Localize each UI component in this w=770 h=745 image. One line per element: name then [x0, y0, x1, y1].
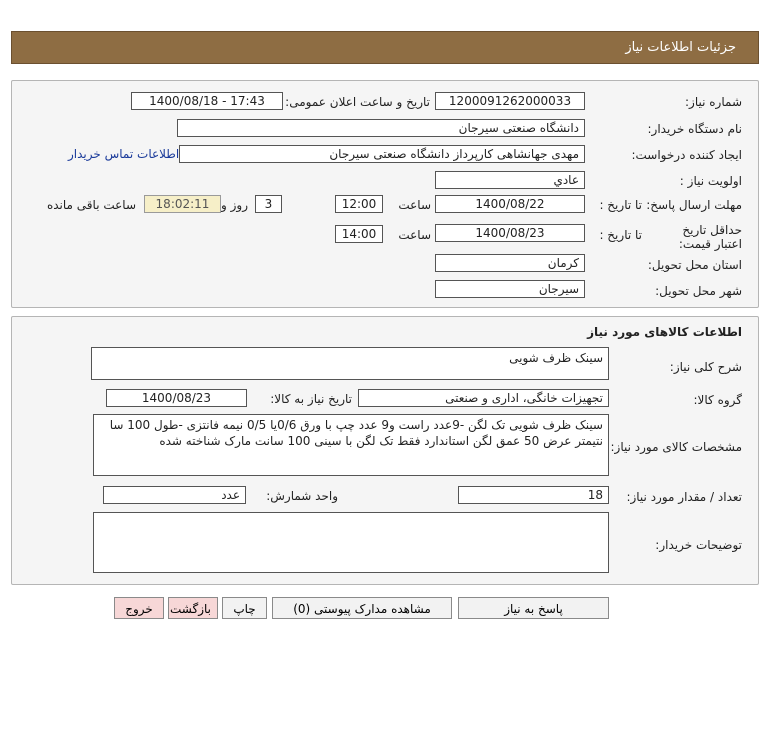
province-label: استان محل تحویل:: [647, 258, 742, 272]
send-time-field: 12:00: [335, 195, 383, 213]
priority-label: اولویت نیاز :: [679, 174, 742, 188]
price-time-field: 14:00: [335, 225, 383, 243]
announce-field: 1400/08/18 - 17:43: [131, 92, 283, 110]
buyer-notes-label: توضیحات خریدار:: [655, 538, 742, 552]
need-date-field: 1400/08/23: [106, 389, 247, 407]
requester-field: مهدی جهانشاهی کارپرداز دانشگاه صنعتی سیرجان: [179, 145, 585, 163]
city-field: سیرجان: [435, 280, 585, 298]
price-date-field: 1400/08/23: [435, 224, 585, 242]
need-number-label: شماره نیاز:: [685, 95, 742, 109]
general-desc-label: شرح کلی نیاز:: [669, 360, 742, 374]
quantity-field: 18: [458, 486, 609, 504]
need-info-panel: [11, 80, 759, 308]
unit-label: واحد شمارش:: [266, 489, 338, 503]
specs-label: مشخصات کالای مورد نیاز:: [610, 440, 742, 454]
requester-label: ایجاد کننده درخواست:: [631, 148, 742, 162]
priority-field: عادي: [435, 171, 585, 189]
page-header: [11, 31, 759, 64]
remaining-time-field: 18:02:11: [144, 195, 221, 213]
goods-section-title: اطلاعات کالاهای مورد نیاز: [587, 325, 742, 339]
unit-field: عدد: [103, 486, 246, 504]
general-desc-field: سینک ظرف شویی: [91, 347, 609, 380]
page-title: جزئیات اطلاعات نیاز: [625, 40, 736, 55]
print-button[interactable]: چاپ: [222, 597, 267, 619]
need-number-field: 1200091262000033: [435, 92, 585, 110]
goods-group-field: تجهیزات خانگی، اداری و صنعتی: [358, 389, 609, 407]
announce-label: تاریخ و ساعت اعلان عمومی:: [285, 95, 430, 109]
price-until-date-label: تا تاریخ :: [599, 228, 642, 242]
buyer-org-label: نام دستگاه خریدار:: [647, 122, 742, 136]
remaining-label: ساعت باقی مانده: [46, 198, 136, 212]
quantity-label: تعداد / مقدار مورد نیاز:: [626, 490, 742, 504]
send-deadline-label: مهلت ارسال پاسخ:: [646, 198, 742, 212]
send-date-field: 1400/08/22: [435, 195, 585, 213]
back-button[interactable]: بازگشت: [168, 597, 218, 619]
days-label: روز و: [221, 198, 248, 212]
specs-field: سینک ظرف شویی تک لگن -9عدد راست و9 عدد چپ با ورق 0/6یا 0/5 نیمه فانتزی -طول 100 سا نتیمتر عرض 50 عمق لگن استاندارد فقط تک لگن با سینی 100 سانت مارک شناخته شده: [93, 414, 609, 476]
city-label: شهر محل تحویل:: [655, 284, 742, 298]
buyer-contact-link[interactable]: اطلاعات تماس خریدار: [68, 147, 180, 161]
reply-button[interactable]: پاسخ به نیاز: [458, 597, 609, 619]
buyer-notes-field: [93, 512, 609, 573]
exit-button[interactable]: خروج: [114, 597, 164, 619]
province-field: کرمان: [435, 254, 585, 272]
days-remaining-field: 3: [255, 195, 282, 213]
price-time-label: ساعت: [398, 228, 431, 242]
send-time-label: ساعت: [398, 198, 431, 212]
need-date-label: تاریخ نیاز به کالا:: [270, 392, 352, 406]
price-validity-label: حداقل تاریخ اعتبار قیمت:: [678, 223, 742, 251]
goods-group-label: گروه کالا:: [693, 393, 742, 407]
send-until-date-label: تا تاریخ :: [599, 198, 642, 212]
view-attachments-button[interactable]: مشاهده مدارک پیوستی (0): [272, 597, 452, 619]
buyer-org-field: دانشگاه صنعتی سیرجان: [177, 119, 585, 137]
